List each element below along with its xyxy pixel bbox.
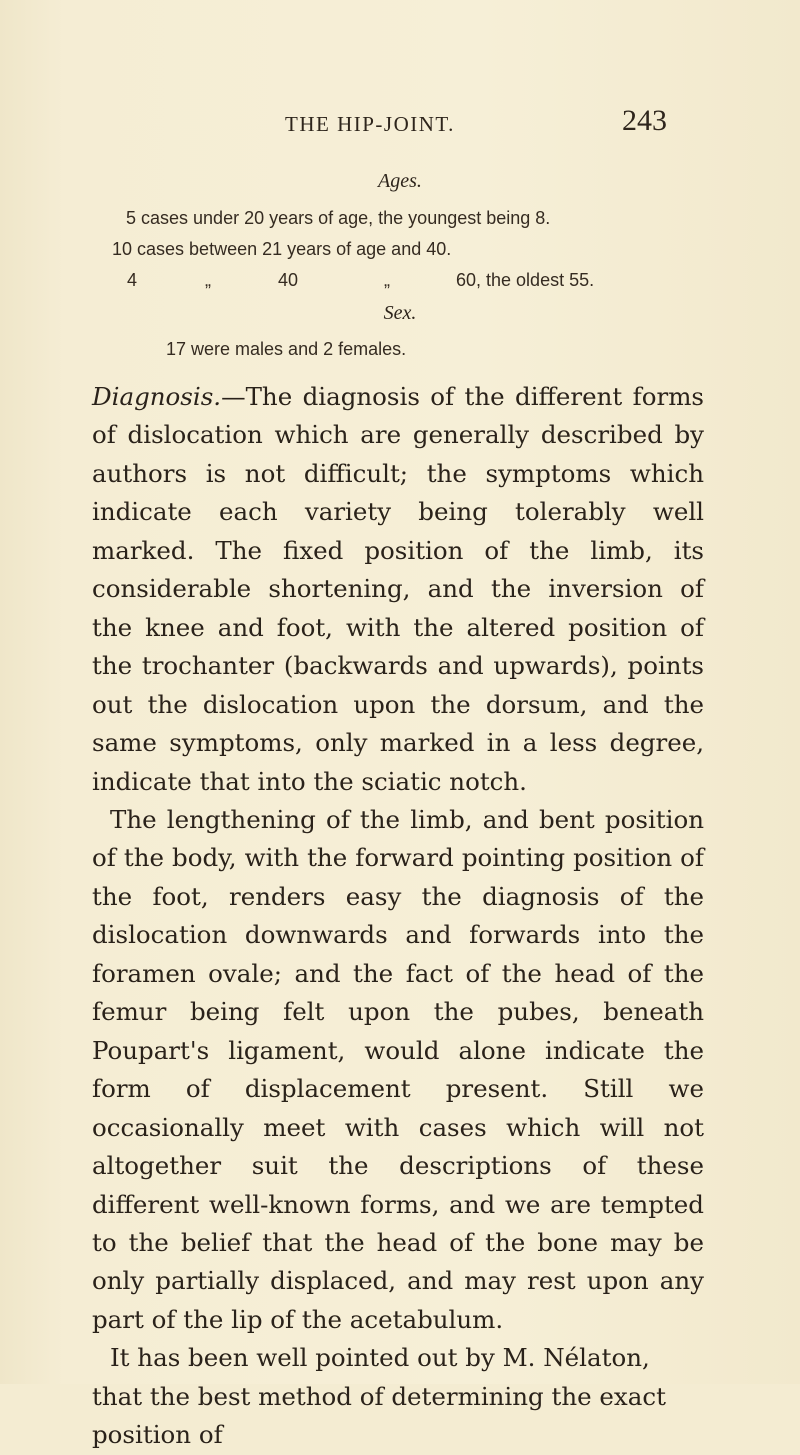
ages-line-3-count: 4 (127, 270, 138, 290)
running-title: THE HIP-JOINT. (285, 112, 455, 136)
ages-line-3-ditto-1: „ (205, 270, 211, 290)
ages-heading: Ages. (378, 170, 422, 192)
page-number: 243 (622, 104, 667, 137)
page-header (0, 104, 800, 150)
sex-line: 17 were males and 2 females. (166, 339, 407, 359)
ages-line-3-rest: 60, the oldest 55. (456, 270, 595, 290)
body-text (92, 378, 704, 1455)
sex-heading: Sex. (383, 302, 417, 324)
ages-line-3-ditto-2: „ (384, 270, 390, 290)
ages-line-1: 5 cases under 20 years of age, the youngest being 8. (126, 208, 551, 228)
paragraph-2: The lengthening of the limb, and bent position of the body, with the forward pointing position of the foot, renders easy the diagnosis of the dislocation downwards and forwards into the foramen ovale; and the fact of the head of the femur being felt upon the pubes, beneath Poupart's ligament, would alone indicate the form of displacement present. Still we occasionally meet with cases which will not altogether suit the descriptions of these different well-known forms, and we are tempted to the belief that the head of the bone may be only partially displaced, and may rest upon any part of the lip of the acetabulum. (92, 804, 704, 1334)
ages-line-3-from: 40 (278, 270, 299, 290)
ages-line-2: 10 cases between 21 years of age and 40. (112, 239, 452, 259)
paragraph-3: It has been well pointed out by M. Nélaton, that the best method of determining the exact position of (92, 1343, 666, 1450)
paragraph-lead: Diagnosis. (92, 382, 222, 411)
paragraph-diagnosis (92, 378, 704, 801)
paragraph-1-text: —The diagnosis of the different forms of dislocation which are generally described by authors is not difficult; the symptoms which indicate each variety being tolerably well marked. The fixed position of the limb, its considerable shortening, and the inversion of the knee and foot, with the altered position of the trochanter (backwards and upwards), points out the dislocation upon the dorsum, and the same symptoms, only marked in a less degree, indicate that into the sciatic notch. (92, 382, 704, 796)
